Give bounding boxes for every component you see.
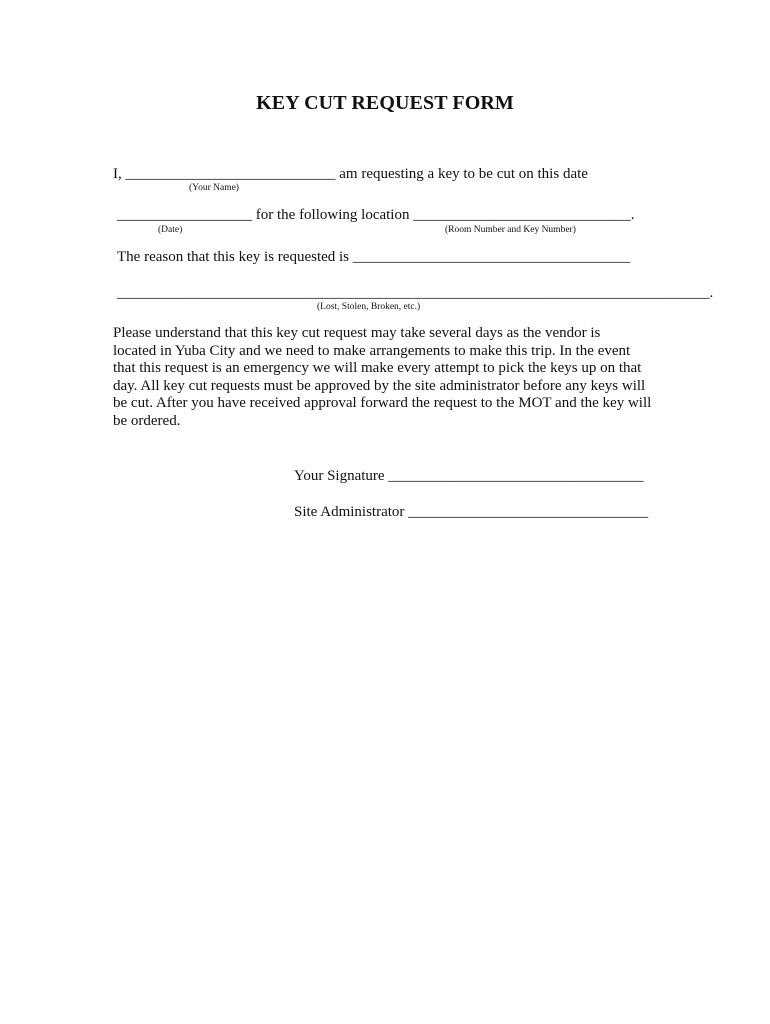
paragraph-line: be ordered. — [113, 412, 181, 429]
paragraph-line: be cut. After you have received approval forward the request to the MOT and the key will — [113, 395, 652, 412]
site-administrator-line: Site Administrator ________________________________ — [294, 504, 649, 520]
date-caption: (Date) — [158, 225, 183, 235]
reason-line: The reason that this key is requested is _____________________________________ — [117, 249, 631, 265]
paragraph-line: day. All key cut requests must be approved by the site administrator before any keys will — [113, 377, 646, 394]
name-date-line: I, ____________________________ am requesting a key to be cut on this date — [113, 166, 588, 182]
your-signature-line: Your Signature __________________________________ — [294, 468, 644, 484]
room-key-caption: (Room Number and Key Number) — [445, 225, 576, 235]
date-location-line: __________________ for the following location _____________________________. — [117, 207, 635, 223]
paragraph-line: located in Yuba City and we need to make arrangements to make this trip. In the event — [113, 342, 631, 359]
paragraph-line: Please understand that this key cut request may take several days as the vendor is — [113, 325, 601, 341]
your-name-caption: (Your Name) — [189, 183, 239, 193]
paragraph-line: that this request is an emergency we will make every attempt to pick the keys up on that — [113, 360, 642, 377]
reason-blank-line: _______________________________________________________________________________. — [117, 285, 714, 301]
instructions-paragraph — [113, 325, 673, 431]
form-title: KEY CUT REQUEST FORM — [256, 92, 514, 114]
reason-caption: (Lost, Stolen, Broken, etc.) — [317, 302, 421, 312]
